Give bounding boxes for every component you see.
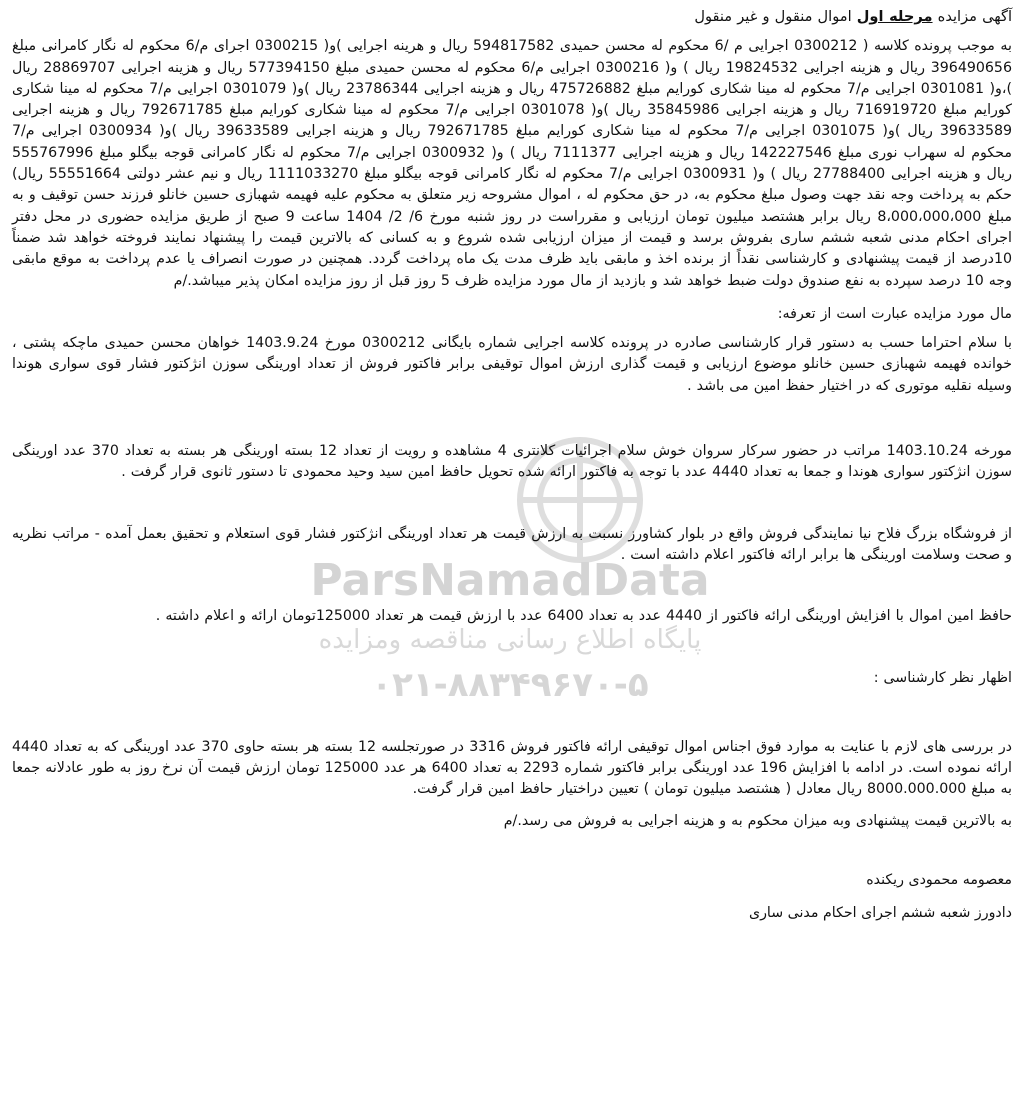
signer-title: دادورز شعبه ششم اجرای احکام مدنی ساری: [748, 905, 1012, 922]
title-prefix: آگهی مزایده: [932, 8, 1012, 25]
opinion-heading: اظهار نظر کارشناسی :: [873, 669, 1012, 686]
store-inquiry-paragraph: از فروشگاه بزرگ فلاح نیا نمایندگی فروش واقع در بلوار کشاورز نسبت به ارزش قیمت هر تعداد اورینگی انژکتور فشار قوی استعلام و تحقیق بعمل آمده - مراتب نظریه و صحت وسلامت اورینگی ها برابر ارائه فاکتور اعلام داشته است .: [12, 525, 1012, 563]
watermark-brand: ParsNamadData: [310, 555, 710, 606]
title-stage: مرحله اول: [856, 8, 933, 25]
notice-title: [12, 6, 1012, 27]
keeper-paragraph: حافظ امین اموال با افزایش اورینگی ارائه فاکتور از 4440 عدد به تعداد 6400 عدد با ارزش قیمت هر تعداد 125000تومان ارائه و اعلام داشته .: [155, 608, 1012, 625]
visit-paragraph: مورخه 1403.10.24 مراتب در حضور سرکار سروان خوش سلام اجرائیات کلانتری 4 مشاهده و رویت از تعداد 12 بسته اورینگی هر بسته به تعداد 370 عدد اورینگی سوزن انژکتور سواری هوندا و جمعا به تعداد 4440 عدد با توجه به فاکتور ارائه شده تحویل حافظ امین سید وحید محمودی تا دستور ثانوی قرار گرفت .: [12, 443, 1013, 481]
closing-paragraph: به بالاترین قیمت پیشنهادی وبه میزان محکوم به و هزینه اجرایی به فروش می رسد./م: [503, 812, 1012, 829]
watermark-tagline: پایگاه اطلاع رسانی مناقصه ومزایده: [318, 625, 702, 655]
title-suffix: اموال منقول و غیر منقول: [694, 8, 857, 25]
notice-content: [12, 6, 1012, 926]
subject-heading: مال مورد مزایده عبارت است از تعرفه:: [777, 305, 1012, 322]
watermark-phone: ۰۲۱-۸۸۳۴۹۶۷۰-۵: [371, 665, 649, 705]
signature-block: [12, 868, 1012, 926]
expert-order-paragraph: با سلام احتراما حسب به دستور قرار کارشناسی صادره در پرونده کلاسه اجرایی شماره بایگانی 0300212 مورخ 1403.9.24 خواهان محسن حمیدی ماچکه پشتی ، خوانده فهیمه شهبازی حسین خانلو موضوع ارزیابی و قیمت گذاری ارزش اموال توقیفی برابر فاکتور فروش از تعداد اورینگی سوزن انژکتور فشار قوی سواری هوندا وسیله نقلیه موتوری که در اختیار حفظ امین می باشد .: [12, 335, 1012, 394]
main-paragraph: به موجب پرونده کلاسه ( 0300212 اجرایی م /6 محکوم له محسن حمیدی 594817582 ریال و هرینه اجرایی )و( 0300215 اجرای م/6 محکوم له نگار کامرانی مبلغ 396490656 ریال و هزینه اجرایی 19824532 ریال ) و( 0300216 اجرایی م/6 محکوم له محسن حمیدی مبلغ 577394150 ریال و هزینه اجرایی 28869707 ریال )،و( 0301081 اجرایی م/7 محکوم له مینا شکاری کورایم مبلغ 475726882 ریال و هزینه اجرایی 23786344 ریال )و( 0301079 اجرایی م/7 محکوم له مینا شکاری کورایم مبلغ 716919720 ریال و هزینه اجرایی 35845986 ریال )و( 0301078 اجرایی م/7 محکوم له مینا شکاری کورایم مبلغ 792671785 ریال و هزینه اجرایی 39633589 ریال )و( 0301075 اجرایی م/7 محکوم له مینا شکاری کورایم مبلغ 792671785 ریال و هزینه اجرایی 39633589 ریال )و( 0300934 اجرایی م/7 محکوم له سهراب نوری مبلغ 142227546 ریال و هزینه اجرایی 7111377 ریال ) و( 0300932 اجرایی م/7 محکوم له نگار کامرانی قوجه بیگلو مبلغ 555767996 ریال و هزینه اجرایی 27788400 ریال ) و( 0300931 اجرایی م/7 محکوم له نگار کامرانی قوجه بیگلو مبلغ 1111033270 ریال و نیم عشر دولتی 55551664 ریال) حکم به پرداخت وجه نقد جهت وصول مبلغ محکوم به، در حق محکوم له ، اموال مشروحه زیر متعلق به محکوم علیه فهیمه شهبازی حسین خانلو فرزند حسن توقیف و به مبلغ 8،000،000،000 ریال برابر هشتصد میلیون تومان ارزیابی و مقرراست در روز شنبه مورخ 6/ 2/ 1404 ساعت 9 صبح از طریق مزایده حضوری در محل دفتر اجرای احکام مدنی شعبه ششم ساری بفروش برسد و قیمت از میزان ارزیابی شده شروع و به کسانی که بالاترین قیمت را پیشنهاد نمایند فروخته خواهد شد ضمناً 10درصد از قیمت پیشنهادی و کارشناسی نقداً از برنده اخذ و مابقی باید ظرف مدت یک ماه پرداخت گردد. همچنین در صورت انصراف یا عدم پرداخت به موقع مابقی وجه 10 درصد سپرده به نفع صندوق دولت ضبط خواهد شد و بازدید از مال مورد مزایده ظرف 5 روز قبل از روز مزایده امکان پذیر میباشد./م: [12, 38, 1013, 289]
review-paragraph: در بررسی های لازم با عنایت به موارد فوق اجناس اموال توقیفی ارائه فاکتور فروش 3316 در صورتجلسه 12 بسته هر بسته حاوی 370 عدد اورینگی که به تعداد 4440 ارائه نموده است. در ادامه با افزایش 196 عدد اورینگی برابر فاکتور شماره 2293 به تعداد 6400 هر عدد 125000 تومان ارزش قیمت آن نرخ روز به طور عادلانه جمعا به مبلغ 8000.000.000 ریال معادل ( هشتصد میلیون تومان ) تعیین دراختیار حافظ امین قرار گرفت.: [12, 738, 1012, 798]
signer-name: معصومه محمودی ریکنده: [866, 872, 1012, 889]
